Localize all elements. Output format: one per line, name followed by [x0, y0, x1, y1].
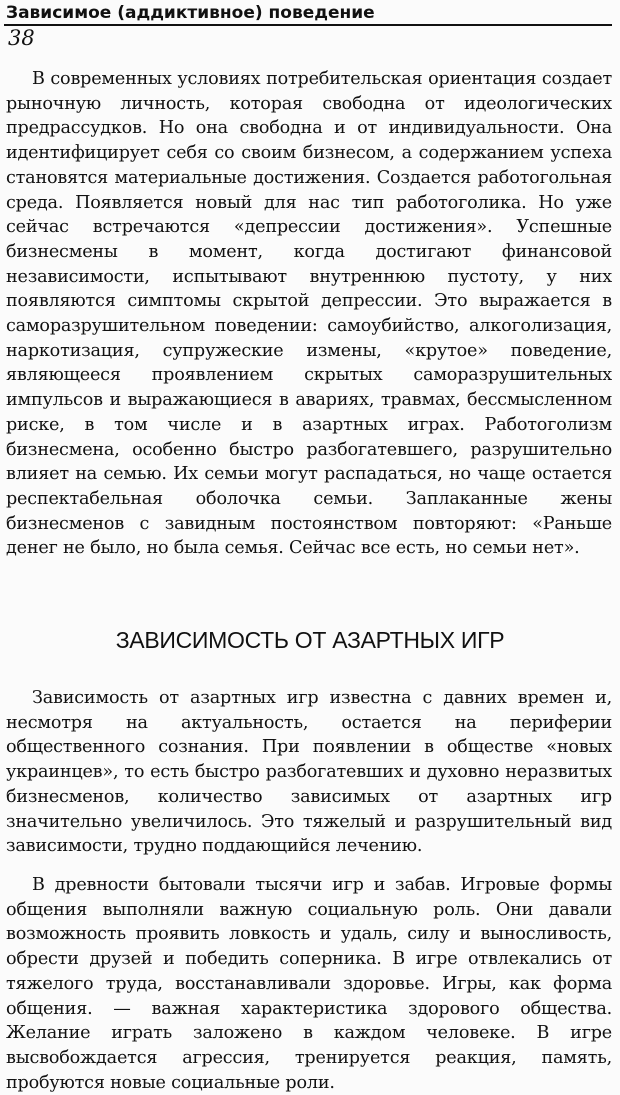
body-paragraph: В современных условиях потребительская ориентация создает рыночную личность, которая свободна от идеологических предрассудков. Но она свободна и от индивидуальности. Она идентифицирует себя со своим бизнесом, а содержанием успеха становятся материальные достижения. Создается работогольная среда. Появляется новый для нас тип работоголика. Но уже сейчас встречаются «депрессии достижения». Успешные бизнесмены в момент, когда достигают финансовой независимости, испытывают внутреннюю пустоту, у них появляются симптомы скрытой депрессии. Это выражается в саморазрушительном поведении: самоубийство, алкоголизация, наркотизация, супружеские измены, «крутое» поведение, являющееся проявлением скрытых саморазрушительных импульсов и выражающиеся в авариях, травмах, бессмысленном риске, в том числе и в азартных играх. Работоголизм бизнесмена, особенно быстро разбогатевшего, разрушительно влияет на семью. Их семьи могут распадаться, но чаще остается респектабельная оболочка семьи. Заплаканные жены бизнесменов с завидным постоянством повторяют: «Раньше денег не было, но была семья. Сейчас все есть, но семьи нет».	[6, 69, 612, 559]
body-paragraph: В древности бытовали тысячи игр и забав. Игровые формы общения выполняли важную социальную роль. Они давали возможность проявить ловкость и удаль, силу и выносливость, обрести друзей и победить соперника. В игре отвлекались от тяжелого труда, восстанавливали здоровье. Игры, как форма общения. — важная характеристика здорового общества. Желание играть заложено в каждом человеке. В игре высвобождается агрессия, тренируется реакция, память, пробуются новые социальные роли.	[6, 875, 612, 1093]
body-paragraph: Зависимость от азартных игр известна с давних времен и, несмотря на актуальность, остается на периферии общественного сознания. При появлении в обществе «новых украинцев», то есть быстро разбогатевших и духовно неразвитых бизнесменов, количество зависимых от азартных игр значительно увеличилось. Это тяжелый и разрушительный вид зависимости, трудно поддающийся лечению.	[6, 688, 612, 857]
header-rule	[4, 24, 612, 26]
page-number: 38	[8, 26, 35, 50]
section-heading: ЗАВИСИМОСТЬ ОТ АЗАРТНЫХ ИГР	[115, 627, 505, 653]
running-head: Зависимое (аддиктивное) поведение	[6, 3, 375, 23]
